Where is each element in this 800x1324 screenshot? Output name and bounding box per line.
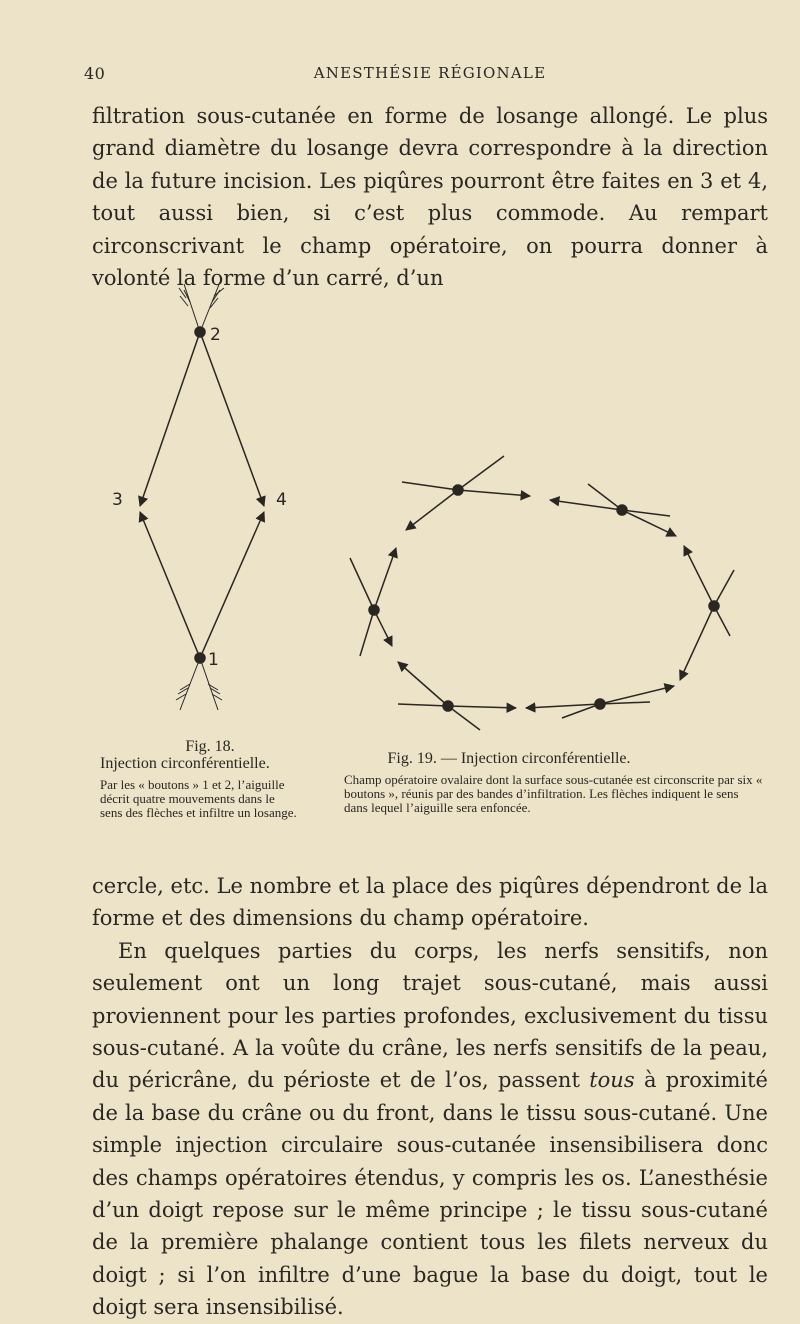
- label-2: 2: [210, 325, 221, 345]
- fig19-caption-title: Fig. 19. — Injection circonférentielle.: [387, 750, 631, 767]
- arrow-l-up: [374, 548, 396, 610]
- paragraph-bottom-1: cercle, etc. Le nombre et la place des piqûres dépendront de la forme et des dimensions du champ opératoire.: [92, 874, 768, 931]
- fletch-tl-left: [402, 482, 458, 490]
- paragraph-bottom-2: [92, 935, 768, 1324]
- paragraph-top-text: filtration sous-cutanée en forme de losange allongé. Le plus grand diamètre du losange devra correspondre à la direction de la future incision. Les piqûres pourront être faites en 3 et 4, tout aussi bien, si c’est plus commode. Au rempart circonscrivant le champ opératoire, on pourra donner à volonté la forme d’un carré, d’un: [92, 104, 768, 291]
- bouton-1: [195, 653, 205, 663]
- fletch-tl-upright: [458, 456, 504, 490]
- arrow-l-down: [374, 610, 392, 646]
- page-number: 40: [84, 64, 106, 83]
- bouton-left: [369, 605, 379, 615]
- fig19-caption-body: Champ opératoire ovalaire dont la surface sous-cutanée est circonscrite par six « boutons », réunis par des bandes d’infiltration. Les flèches indiquent le sens dans lequel l’aiguille sera enfoncée.: [344, 772, 763, 815]
- fletch-l-upleft: [350, 558, 374, 610]
- arrow-r-down: [680, 606, 714, 680]
- diamond-line-2-4: [200, 332, 264, 506]
- bouton-right: [709, 601, 719, 611]
- arrow-tl-downleft: [406, 490, 458, 530]
- label-3: 3: [112, 490, 123, 510]
- paragraph-bottom-2b: à proximité de la base du crâne ou du front, dans le tissu sous-cutané. Une simple injection circulaire sous-cutanée insensibilisera donc des champs opératoires étendus, y compris les os. L’anesthésie d’un doigt repose sur le même principe ; le tissu sous-cutané de la première phalange contient tous les filets nerveux du doigt ; si l’on infiltre d’une bague la base du doigt, tout le doigt sera insensibilisé.: [92, 1068, 768, 1320]
- arrow-bl-right: [448, 706, 516, 708]
- fig18-caption-title: Injection circonférentielle.: [100, 755, 270, 772]
- diamond-line-1-3: [140, 512, 200, 658]
- fletch-l-downleft: [360, 610, 374, 656]
- arrow-bl-upleft: [398, 662, 448, 706]
- figure-19-oval-diagram: [330, 440, 750, 740]
- bouton-2: [195, 327, 205, 337]
- bouton-bottom-right: [595, 699, 605, 709]
- running-head: ANESTHÉSIE RÉGIONALE: [313, 64, 547, 82]
- arrow-r-up: [684, 546, 714, 606]
- fletch-bl-downright: [448, 706, 480, 730]
- bouton-top-right: [617, 505, 627, 515]
- fig18-caption-body: Par les « boutons » 1 et 2, l’aiguille décrit quatre mouvements dans le sens des flèches et infiltre un losange.: [100, 777, 297, 820]
- arrow-br-upright: [600, 686, 674, 704]
- label-4: 4: [276, 490, 287, 510]
- bouton-top-left: [453, 485, 463, 495]
- figure-18-diamond-diagram: [100, 270, 320, 730]
- diamond-line-2-3: [140, 332, 200, 506]
- figure-19-caption: [344, 750, 764, 815]
- bouton-bottom-left: [443, 701, 453, 711]
- emphasis-tous: tous: [589, 1068, 635, 1093]
- fig18-caption-number: Fig. 18.: [185, 738, 235, 755]
- figure-18-caption: [100, 738, 300, 820]
- body-paragraph-top: [92, 100, 768, 294]
- fletch-bl-left: [398, 704, 448, 706]
- body-paragraph-bottom: [92, 870, 768, 1324]
- label-1: 1: [208, 650, 219, 670]
- diamond-line-1-4: [200, 512, 264, 658]
- fletch-r-upright: [714, 570, 734, 606]
- arrow-tl-right: [458, 490, 530, 496]
- paragraph-bottom-2a: En quelques parties du corps, les nerfs sensitifs, non seulement ont un long trajet sous-cutané, mais aussi proviennent pour les parties profondes, exclusivement du tissu sous-cutané. A la voûte du crâne, les nerfs sensitifs de la peau, du péricrâne, du périoste et de l’os, passent: [92, 938, 768, 1093]
